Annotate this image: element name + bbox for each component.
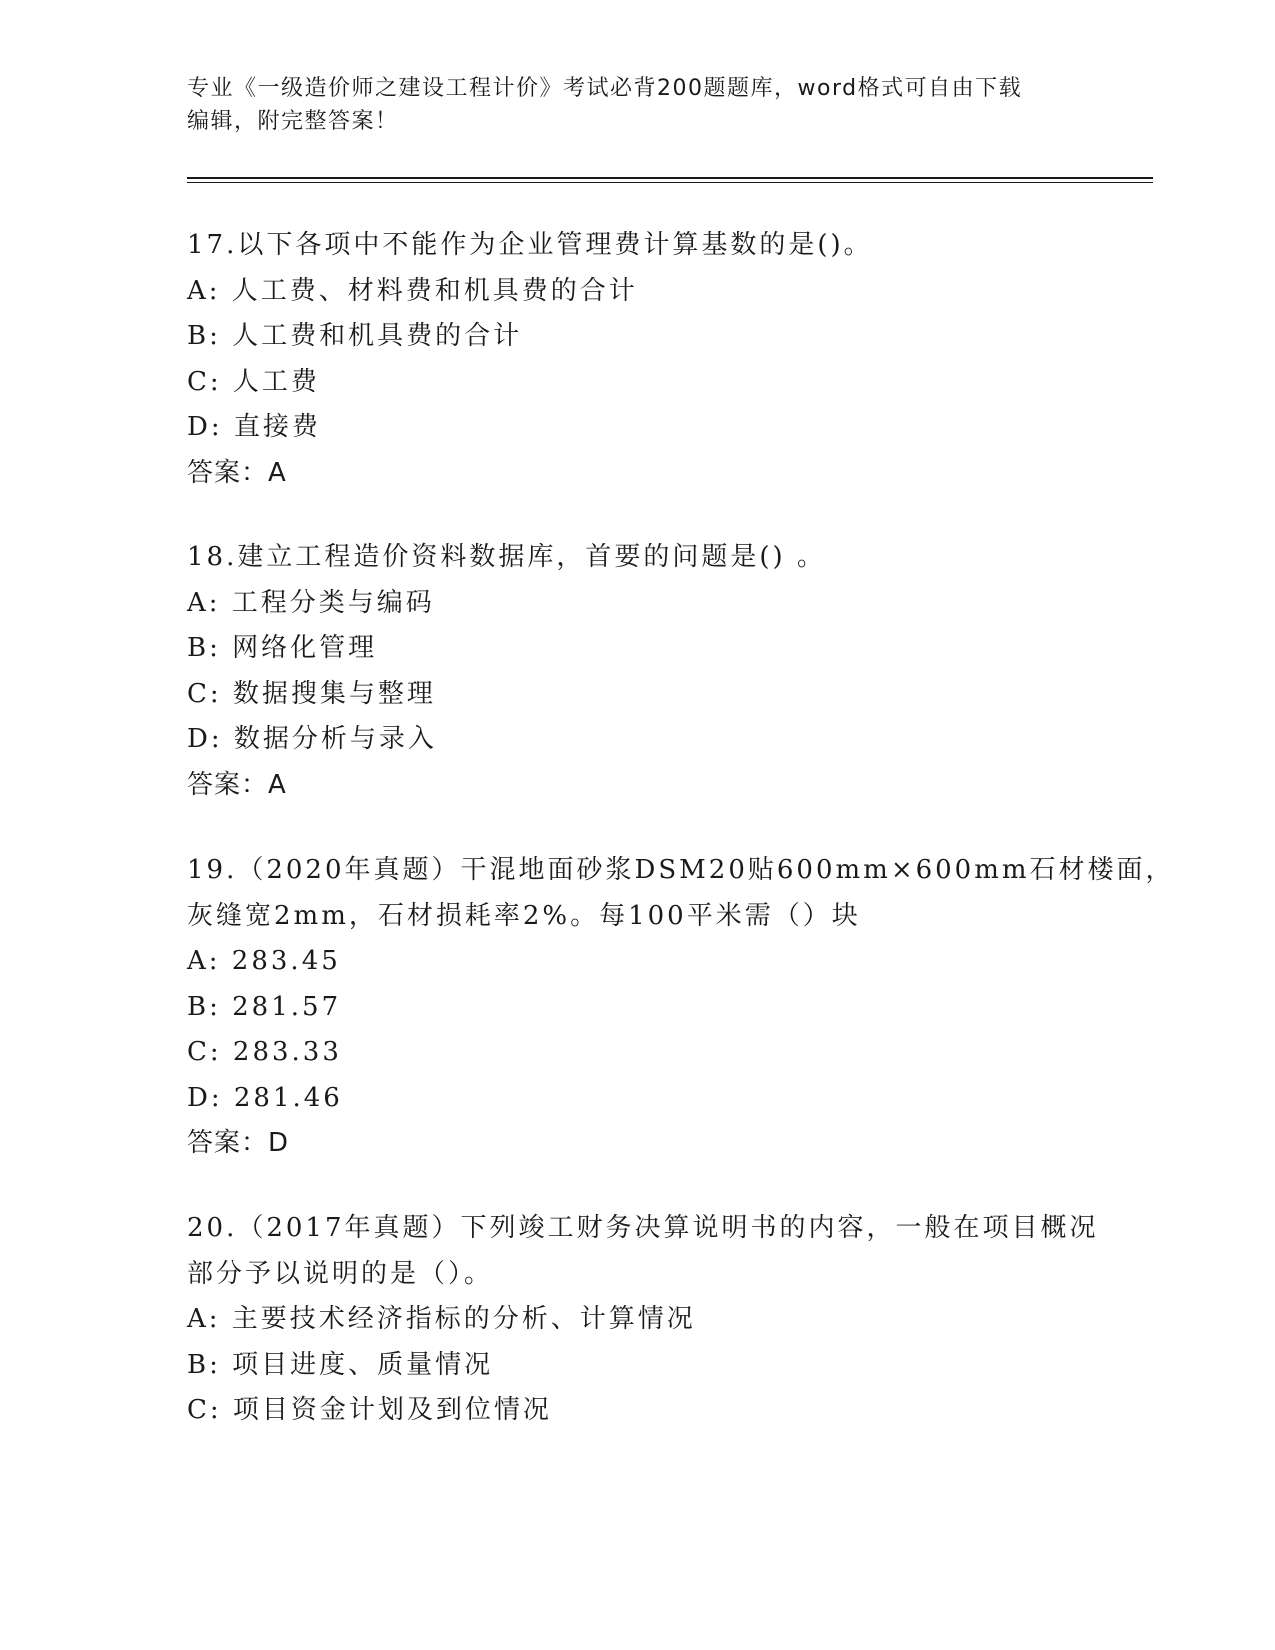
question-stem-line-1: 20.（2017年真题）下列竣工财务决算说明书的内容，一般在项目概况: [187, 1213, 1099, 1243]
option-c: C: 项目资金计划及到位情况: [187, 1395, 552, 1425]
header-divider-thin: [187, 182, 1153, 183]
option-d: D: 直接费: [187, 412, 321, 442]
answer: 答案：A: [187, 769, 287, 800]
option-a: A: 主要技术经济指标的分析、计算情况: [187, 1304, 696, 1334]
option-a: A: 283.45: [187, 946, 341, 976]
header-line-2: 编辑，附完整答案！: [187, 109, 399, 134]
answer: 答案：D: [187, 1128, 290, 1158]
option-a: A: 人工费、材料费和机具费的合计: [187, 275, 638, 306]
question-stem-line-2: 灰缝宽2mm，石材损耗率2%。每100平米需（）块: [187, 900, 861, 931]
option-b: B: 人工费和机具费的合计: [187, 321, 523, 351]
question-19: [187, 848, 1175, 1167]
option-d: D: 数据分析与录入: [187, 724, 437, 754]
question-18: [187, 535, 1107, 808]
question-stem-line-2: 部分予以说明的是（）。: [187, 1258, 494, 1289]
header-divider: [187, 177, 1153, 179]
question-stem: 18.建立工程造价资料数据库，首要的问题是() 。: [187, 542, 826, 572]
option-c: C: 数据搜集与整理: [187, 678, 436, 709]
question-20: [187, 1206, 1107, 1434]
question-stem: 17.以下各项中不能作为企业管理费计算基数的是()。: [187, 230, 873, 260]
option-b: B: 网络化管理: [187, 633, 378, 663]
option-b: B: 281.57: [187, 991, 342, 1022]
header-line-1: 专业《一级造价师之建设工程计价》考试必背200题题库，word格式可自由下载: [187, 76, 1023, 101]
answer: 答案：A: [187, 457, 287, 488]
question-stem-line-1: 19.（2020年真题）干混地面砂浆DSM20贴600mm×600mm石材楼面，: [187, 855, 1175, 885]
option-c: C: 人工费: [187, 366, 320, 397]
option-c: C: 283.33: [187, 1037, 342, 1067]
question-17: [187, 223, 1107, 496]
document-header: [187, 72, 1087, 138]
option-a: A: 工程分类与编码: [187, 587, 435, 618]
option-b: B: 项目进度、质量情况: [187, 1349, 494, 1380]
option-d: D: 281.46: [187, 1082, 343, 1113]
